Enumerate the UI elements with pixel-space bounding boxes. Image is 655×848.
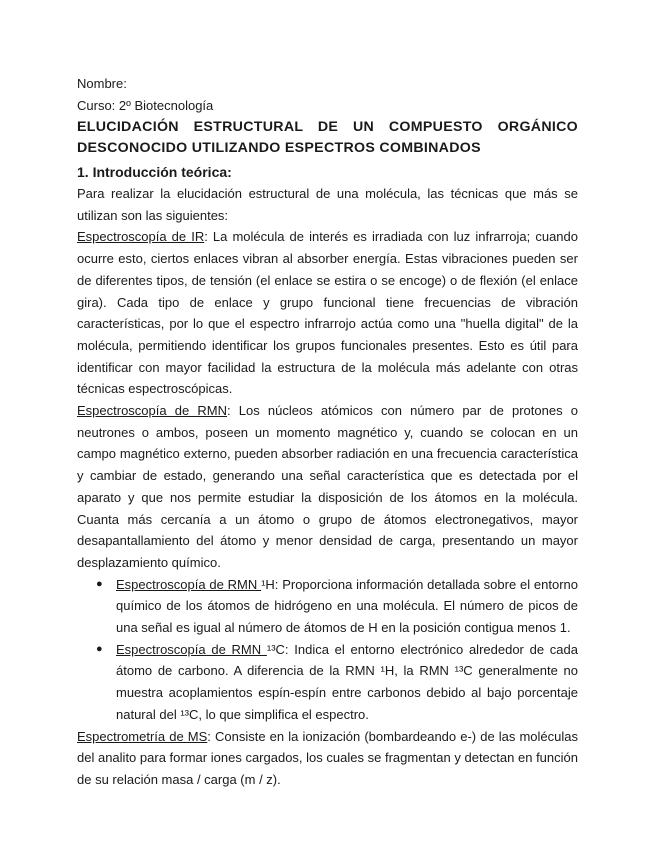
- ms-paragraph: [77, 726, 578, 791]
- ms-text: : Consiste en la ionización (bombardeando e-) de las moléculas del analito para formar iones cargados, los cuales se fragmentan y detectan en función de su relación masa / carga (m / z).: [77, 728, 578, 787]
- rmn-c-term: Espectroscopía de RMN: [116, 641, 267, 657]
- ms-term: Espectrometría de MS: [77, 728, 208, 744]
- rmn-paragraph: [77, 400, 578, 574]
- list-item: [77, 574, 578, 639]
- ir-term: Espectroscopía de IR: [77, 229, 205, 245]
- intro-paragraph: Para realizar la elucidación estructural de una molécula, las técnicas que más se utilizan son las siguientes:: [77, 186, 578, 223]
- rmn-h-text: ¹H: Proporciona información detallada sobre el entorno químico de los átomos de hidrógeno en una molécula. El número de picos de una señal es igual al número de átomos de H en la posición contigua menos 1.: [116, 576, 578, 636]
- document-title-line-2: DESCONOCIDO UTILIZANDO ESPECTROS COMBINADOS: [77, 140, 481, 156]
- rmn-bullet-list: [77, 574, 578, 726]
- document-page: [77, 73, 578, 791]
- course-label: Curso: 2º Biotecnología: [77, 97, 214, 113]
- name-label: Nombre:: [77, 76, 127, 91]
- bullet-icon: ●: [96, 577, 103, 590]
- rmn-h-term: Espectroscopía de RMN: [116, 576, 262, 592]
- section-heading: 1. Introducción teórica:: [77, 164, 232, 180]
- rmn-c-text: ¹³C: Indica el entorno electrónico alrededor de cada átomo de carbono. A diferencia de la RMN ¹H, la RMN ¹³C generalmente no muestra acoplamientos espín-espín entre carbonos debido al bajo porcentaje natural del ¹³C, lo que simplifica el espectro.: [116, 641, 578, 722]
- list-item: [77, 639, 578, 726]
- rmn-term: Espectroscopía de RMN: [77, 403, 227, 419]
- bullet-icon: ●: [96, 642, 103, 655]
- ir-paragraph: [77, 226, 578, 400]
- rmn-text: : Los núcleos atómicos con número par de protones o neutrones o ambos, poseen un momento magnético y, cuando se colocan en un campo magnético externo, pueden absorber radiación en una frecuencia característica y cambiar de estado, generando una señal característica que es detectada por el aparato y que nos permite estudiar la disposición de los átomos en la molécula. Cuanta más cercanía a un átomo o grupo de átomos electronegativos, mayor desapantallamiento del átomo y menor densidad de carga, presentando un mayor desplazamiento químico.: [77, 403, 578, 570]
- document-title-line-1: ELUCIDACIÓN ESTRUCTURAL DE UN COMPUESTO ORGÁNICO: [77, 119, 578, 135]
- ir-text: : La molécula de interés es irradiada con luz infrarroja; cuando ocurre esto, ciertos enlaces vibran al absorber energía. Estas vibraciones pueden ser de diferentes tipos, de tensión (el enlace se estira o se encoge) o de flexión (el enlace gira). Cada tipo de enlace y grupo funcional tiene frecuencias de vibración características, por lo que el espectro infrarrojo actúa como una "huella digital" de la molécula, permitiendo identificar los grupos funcionales presentes. Esto es útil para identificar con mayor facilidad la estructura de la molécula más adelante con otras técnicas espectroscópicas.: [77, 229, 578, 397]
